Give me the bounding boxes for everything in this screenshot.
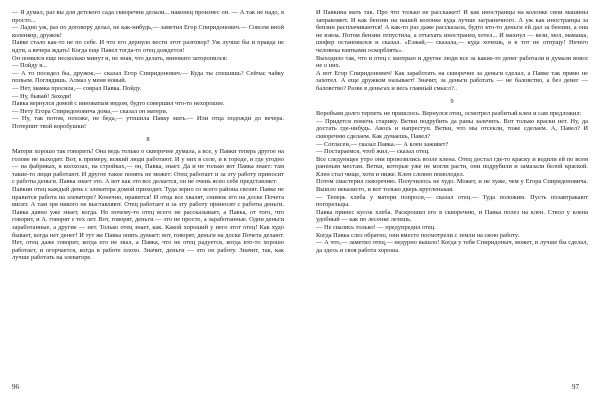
right-section-number: 9 xyxy=(450,97,454,105)
left-top-paragraph: — А то посидел бы, дружок,— сказал Егор Спиридонович.— Куда ты спешишь? Сейчас чайку попьем. Поглядишь. Алмаз у меня новый. xyxy=(12,69,284,85)
right-bottom-paragraph: Потом смастерил скворечню. Получилось не худо. Может, и не хуже, чем у Егора Спиридоновича. Вышло неказисто, и вот только дверь кругленькая. xyxy=(316,178,588,194)
right-bottom-paragraph: Все следующее утро они провозились возле клена. Отец достал где-то краску и водили ей по всем раненым местам. Ветки, которые уже не могли расти, они подрубили и замазали белой краской. Клен стал чище, хотя и ниже. Клен словно помолодел. xyxy=(316,155,588,178)
left-page-number: 96 xyxy=(12,383,19,391)
right-bottom-paragraph: — А что,— заметил отец,— недурно вышло! Когда у тебя Спиридоныч, может, и лучше бы сделал, да здесь и своя работа хороша. xyxy=(316,239,588,254)
left-top-paragraph: — Нет, мамка просила,— соврал Павка. Пойду. xyxy=(12,84,142,92)
right-bottom-paragraph: — Придется помочь старику. Ветки подрубить да раны залечить. Вот только краски нет. Ну, да достать где-нибудь. Авось и напреступ. Ветки, что мы отсекли, тоже сделаем. А, Павел? И скворечню сделаем. Как думаешь, Павел? xyxy=(316,117,588,140)
left-top-paragraph: Павке стало как-то не по себе. И что его дернуло вести этот разговор? Уж лучше бы и правда не идти, а вечера ждать! Когда еще Павел тогда-то отец дождется! xyxy=(12,39,284,54)
right-top-paragraph: И Павкина мать так. Про что только не расскажет! И как иностранцы на колонке свои машины заправляют. И как бензин на нашей колонке куда лучше заграничного. А уж как иностранцы за бензин расплачиваются! А как-то раз даже рассказала, будто кто-то деньги ей дал за бензин, а она не взяла. Потом бензин отпустила, а отъехать иностранец хотел... И махнул — вези, мол, мамаша, шофер остановился и сказал. «Езжай,— сказала,— куда хочешь, я в тот не отпущу! Нечего человека взятками оскорблять». xyxy=(316,9,588,54)
right-bottom-paragraph: — Теперь хлеба у матери попроси,— сказал отец.— Туда положим. Пусть позавтракают погорельцы. xyxy=(316,193,588,209)
left-top-paragraph: Павка вернулся домой с виноватым видом, будто совершил что-то нехорошее. xyxy=(12,100,225,108)
right-bottom-paragraph: Когда Павка слез обратно, они вместе посмотрели с земли на свою работу. xyxy=(316,231,520,239)
right-bottom-paragraph: — Согласен,— сказал Павка.— А клен заживет? xyxy=(316,140,449,148)
left-top-text xyxy=(12,9,284,131)
left-top-paragraph: — Ну, так потом, похоже, не беда,— утешила Павку мать.— Или отца подожди до вечера. Потерпит твой воробушки! xyxy=(12,115,284,130)
left-top-paragraph: Он помялся еще несколько минут и, не зная, что делать, виновато заторопился: xyxy=(12,54,228,62)
right-top-text xyxy=(316,9,588,93)
right-bottom-paragraph: — Не свались только! — предупредил отец. xyxy=(316,224,436,232)
right-top-paragraph: А вот Егор Спиридонович! Как заработать на скворечне за деньги сделал, а Павке так прямо не захотел. А еще дружком называет! Значит, за деньги работать — не баловство, а без денег — баловство? Разве в деньгах и весь главный смысл?.. xyxy=(316,69,588,92)
left-page-column xyxy=(12,9,284,262)
right-page-column xyxy=(316,9,588,254)
left-top-paragraph: — Нету Егора Спиридоновича дома,— сказал он матери. xyxy=(12,107,168,115)
left-top-paragraph: — Я думал, раз вы для детского сада скворечни делали... наконец произнес он. — А так не надо, я просто... xyxy=(12,9,284,24)
left-bottom-paragraph: Павкин отец каждый день с элеватора домой приходит. Туда зерно со всего района свозят. Павке не нравится работа на элеваторе? Конечно, нравится! И отца все хвалят, снимок его на доске Почета висит. А там зря никого не выставляют. Отец работает и за эту работу приносит с работы деньги. Павка давно уже знает, когда. Но почему-то отец всего не рассказывает, а Павка, от того, что говорит, и А. говорят с тех лет. Вот, говорят, деньги — это не просто, а заработанные. Одни деньги заработанные, а другие — нет. Только отец знает, как. Какой хороший у него этот отец! Как худо бывает, когда нет денег! И тут же Павка опять думает: вот, говорят, деньги на доске Почета делают. Нет, отец даже говорит, когда его не звал, а Павка, что не отец радуется, когда кто-то хорошо работает, и огорчается, когда в работе плохо. Значит, деньги — это он работу. Значит, так, как лучше работать на элеваторе. xyxy=(12,186,284,262)
left-top-paragraph: — Ну, бывай! Заходи! xyxy=(12,92,72,100)
right-bottom-text xyxy=(316,110,588,254)
right-bottom-paragraph: Павка принес кусок хлеба. Раскрошил его в скворечню, и Павка полез на клен. Ствол у клена удобный — как по лесенке лезешь. xyxy=(316,208,588,224)
left-top-paragraph: — Пойду я... xyxy=(12,62,47,70)
left-bottom-text xyxy=(12,148,284,262)
left-bottom-paragraph: Матери хорошо так говорить! Она ведь только о скворечне думала, а все, у Павки теперь другое на голове не выходит. Вот, к примеру, всякий люди работают. И у них в селе, и в городе, и где угодно — на фабриках, в колхозах, на стройках,— он, Павка, знает. Да и не только вот Павка знает: там такие-то люди работают. И другое такое понять не может: Отец работает и за эту работу приносит с работы деньги. Павка знает это. А вот как это все делается, он не очень ясно себе представляет. xyxy=(12,148,284,186)
right-bottom-paragraph: — Постараемся, чтоб жил,— сказал отец. xyxy=(316,148,430,156)
left-top-paragraph: — Ладно уж, раз по договору делал, не как-нибудь,— заметил Егор Спиридонович.— Совсем иной коленкор, дружок! xyxy=(12,24,284,39)
right-top-paragraph: Выходило так, что и отец с матерью и другие люди все за какие-то денег работали и думали вовсе не о них. xyxy=(316,54,588,70)
left-section-number: 8 xyxy=(146,135,150,143)
right-bottom-paragraph: Воробьям долго терпеть не пришлось. Вернулся отец, осмотрел разбитый клен и сам предложил: xyxy=(316,110,582,118)
right-page-number: 97 xyxy=(572,383,579,391)
